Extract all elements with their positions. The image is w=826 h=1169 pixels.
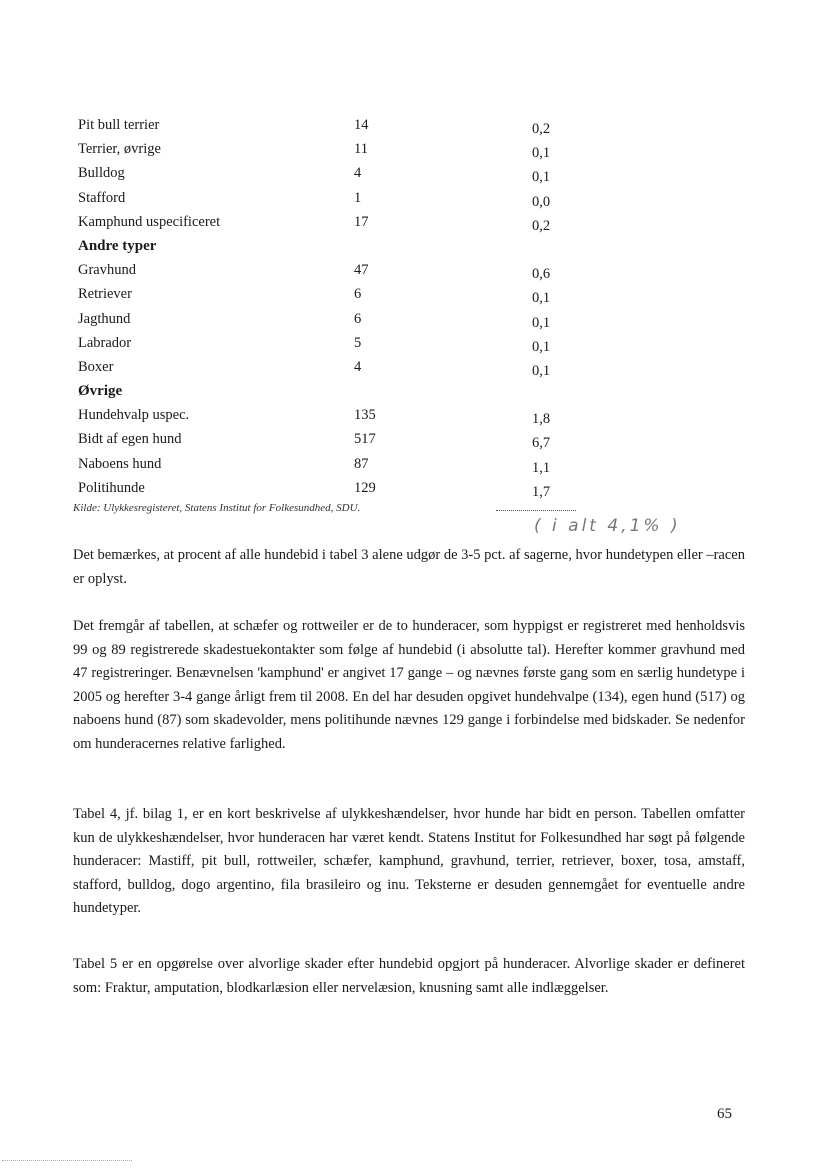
breed-name: Jagthund bbox=[78, 310, 131, 327]
paragraph-table-5: Tabel 5 er en opgørelse over alvorlige skader efter hundebid opgjort på hunderacer. Alvorlige skader er defineret som: Fraktur, amputation, blodkarlæsion eller nervelæsion, knusning samt alle indlæggelser. bbox=[73, 956, 745, 996]
bite-percent: 0,1 bbox=[532, 169, 551, 186]
breed-name: Retriever bbox=[78, 286, 132, 303]
bite-percent: 0,0 bbox=[532, 193, 551, 210]
page-number: 65 bbox=[717, 1106, 732, 1122]
bite-count: 5 bbox=[354, 334, 362, 351]
bite-count: 4 bbox=[354, 358, 362, 375]
paragraph-note: Det bemærkes, at procent af alle hundebid i tabel 3 alene udgør de 3-5 pct. af sagerne, hvor hundetypen eller –racen er oplyst. bbox=[73, 547, 745, 587]
breed-name: Bulldog bbox=[78, 165, 125, 182]
breed-name: Labrador bbox=[78, 334, 132, 351]
table-row bbox=[76, 308, 596, 332]
bite-count: 517 bbox=[354, 431, 376, 448]
table-row bbox=[76, 114, 596, 138]
bite-count: 17 bbox=[354, 213, 369, 230]
table-row bbox=[76, 428, 596, 452]
bite-percent: 0,1 bbox=[532, 338, 551, 355]
bite-count: 135 bbox=[354, 407, 376, 424]
section-heading-label: Andre typer bbox=[78, 237, 157, 254]
table-row bbox=[76, 187, 596, 211]
breed-name: Stafford bbox=[78, 189, 126, 206]
bite-percent: 0,6 bbox=[532, 266, 551, 283]
breed-name: Pit bull terrier bbox=[78, 117, 160, 133]
paragraph-table-findings: Det fremgår af tabellen, at schæfer og rottweiler er de to hunderacer, som hyppigst er registreret med henholdsvis 99 og 89 registrerede skadestuekontakter som følge af hundebid (i absolutte tal). Herefter kommer gravhund med 47 registreringer. Benævnelsen 'kamphund' er angivet 17 gange – og nævnes første gang som en særlig hundetype i 2005 og herefter 3-4 gange årligt frem til 2008. En del har desuden opgivet hundehvalpe (134), egen hund (517) og naboens hund (87) som skadevolder, mens politihunde nævnes 129 gange i forbindelse med bidskader. Se nedenfor om hunderacernes relative farlighed. bbox=[73, 618, 745, 752]
dog-bite-table bbox=[76, 114, 596, 501]
breed-name: Terrier, øvrige bbox=[78, 141, 161, 158]
breed-name: Naboens hund bbox=[78, 455, 162, 472]
table-section-heading bbox=[76, 235, 596, 259]
bite-count: 4 bbox=[354, 165, 362, 182]
breed-name: Politihunde bbox=[78, 479, 145, 496]
bite-count: 87 bbox=[354, 455, 369, 472]
bite-percent: 6,7 bbox=[532, 435, 551, 452]
table-row bbox=[76, 404, 596, 428]
bite-count: 129 bbox=[354, 479, 376, 496]
table-row bbox=[76, 283, 596, 307]
table-source-note: Kilde: Ulykkesregisteret, Statens Institut for Folkesundhed, SDU. bbox=[73, 502, 361, 514]
bite-percent: 0,1 bbox=[532, 290, 551, 307]
breed-name: Kamphund uspecificeret bbox=[78, 213, 221, 230]
table-row bbox=[76, 477, 596, 501]
paragraph-table-4: Tabel 4, jf. bilag 1, er en kort beskrivelse af ulykkeshændelser, hvor hunde har bidt en person. Tabellen omfatter kun de ulykkeshændelser, hvor hunderacen har været kendt. Statens Institut for Folkesundhed har søgt på følgende hunderacer: Mastiff, pit bull, rottweiler, schæfer, kamphund, gravhund, terrier, retriever, boxer, tosa, amstaff, stafford, bulldog, dogo argentino, fila brasileiro og inu. Teksterne er desuden gennemgået for eventuelle andre hundetyper. bbox=[73, 806, 745, 917]
breed-name: Boxer bbox=[78, 358, 114, 375]
handwritten-note: ( i alt 4,1% ) bbox=[534, 516, 681, 536]
table-row bbox=[76, 332, 596, 356]
table-row bbox=[76, 211, 596, 235]
bite-count: 1 bbox=[354, 189, 362, 206]
breed-name: Gravhund bbox=[78, 262, 136, 279]
bite-percent: 0,1 bbox=[532, 362, 551, 379]
scan-edge-marks bbox=[2, 1160, 132, 1161]
table-row bbox=[76, 356, 596, 380]
table-row bbox=[76, 453, 596, 477]
section-heading-label: Øvrige bbox=[78, 383, 123, 400]
bite-count: 47 bbox=[354, 262, 369, 279]
bite-count: 6 bbox=[354, 310, 362, 327]
bite-percent: 1,1 bbox=[532, 459, 551, 476]
breed-name: Hundehvalp uspec. bbox=[78, 407, 190, 424]
bite-percent: 0,1 bbox=[532, 145, 551, 162]
bite-count: 6 bbox=[354, 286, 362, 303]
breed-name: Bidt af egen hund bbox=[78, 431, 182, 448]
bite-percent: 1,7 bbox=[532, 483, 551, 500]
bite-percent: 0,2 bbox=[532, 217, 551, 234]
bite-count: 14 bbox=[354, 117, 369, 133]
dotted-underline bbox=[496, 510, 576, 511]
bite-percent: 0,2 bbox=[532, 121, 551, 137]
table-row bbox=[76, 162, 596, 186]
bite-percent: 0,1 bbox=[532, 314, 551, 331]
table-row bbox=[76, 138, 596, 162]
table-row bbox=[76, 259, 596, 283]
bite-percent: 1,8 bbox=[532, 411, 551, 428]
table-section-heading bbox=[76, 380, 596, 404]
bite-count: 11 bbox=[354, 141, 368, 158]
